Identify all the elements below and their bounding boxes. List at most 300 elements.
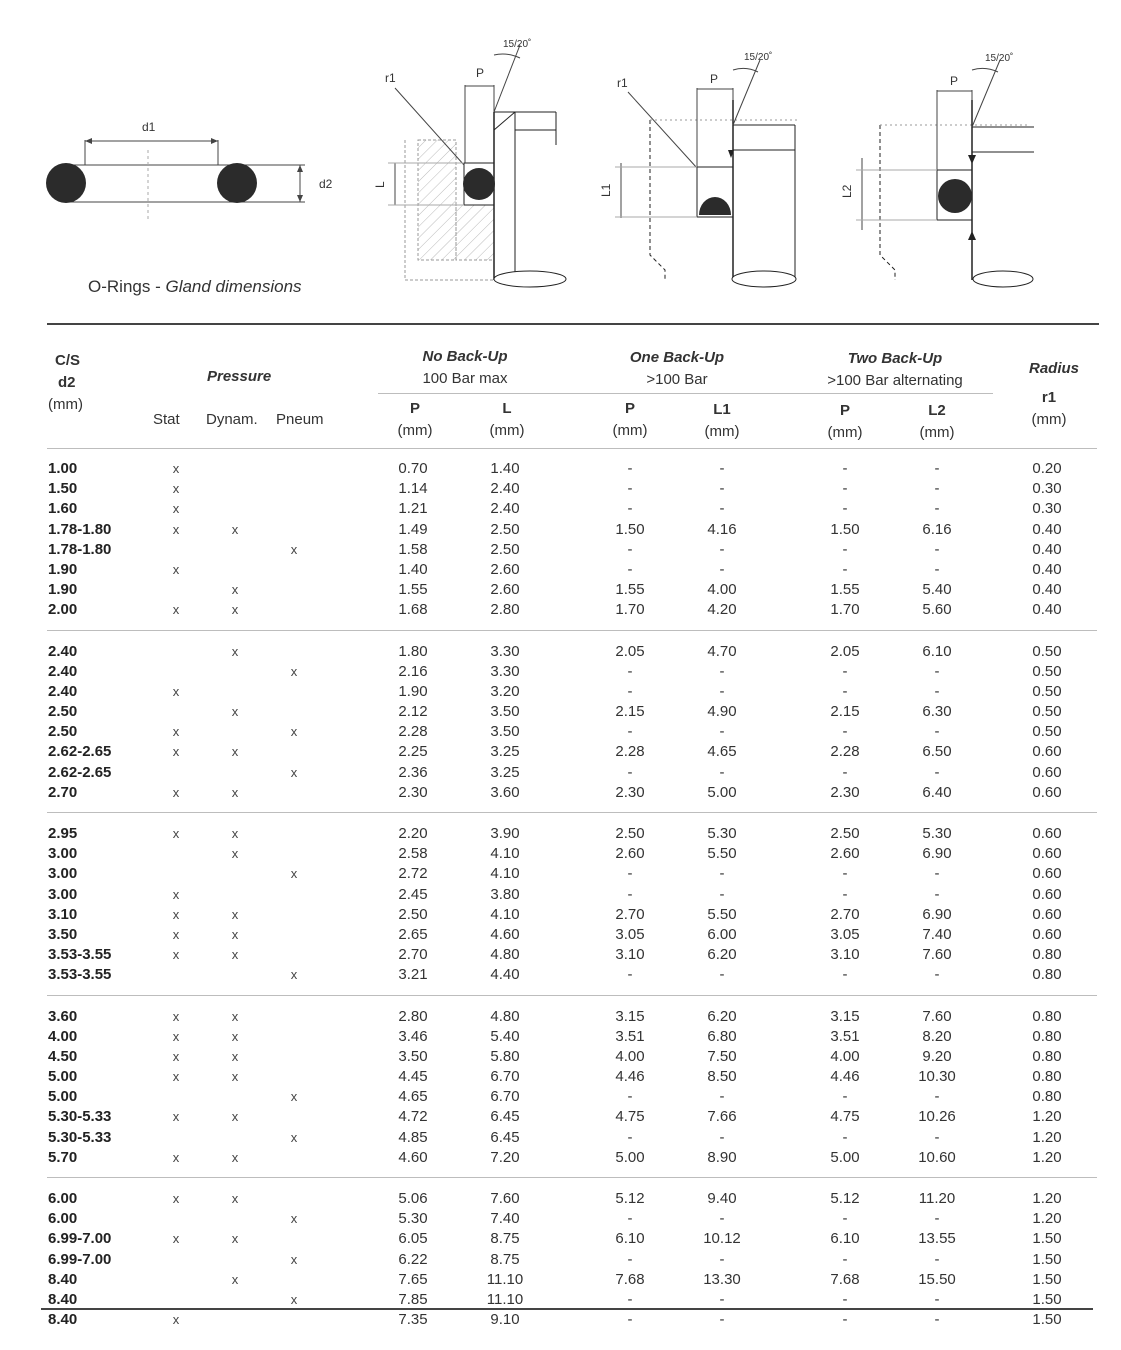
header-pneum: Pneum [276,411,324,428]
cell-l0: 3.90 [490,825,520,842]
cell-pneum: x [290,1129,298,1145]
cell-r1: 0.60 [1032,783,1062,801]
cell-pneum: x [290,1251,298,1267]
header-bottom-rule [47,448,1097,449]
cell-stat: x [172,1191,180,1206]
cell-l0: 3.50 [490,703,520,721]
cell-cs: 3.00 [48,845,78,863]
cell-p0: 2.50 [398,905,428,923]
cell-cs: 8.40 [48,1311,78,1329]
gland-two-backup-figure [840,52,1034,287]
cell-l0: 4.80 [490,946,520,964]
header-l2-unit: (mm) [919,424,955,441]
cell-l2: 8.20 [922,1027,952,1045]
cell-l0: 5.80 [490,1047,520,1065]
cell-p0: 4.72 [398,1108,428,1126]
cell-l2: 13.55 [918,1230,956,1248]
cell-cs: 3.00 [48,885,78,903]
cell-l1: 10.12 [703,1230,741,1248]
cell-p2: 1.55 [830,581,860,599]
header-radius: Radius [1028,360,1079,377]
cell-l2: - [934,1088,940,1106]
table-top-rule [47,323,1099,325]
cell-l2: 5.60 [922,601,952,619]
cell-cs: 2.40 [48,662,78,680]
cell-p0: 7.85 [398,1290,428,1308]
cell-l0: 3.25 [490,763,520,781]
cell-dynam: x [231,947,239,963]
table-row [0,499,1121,519]
cell-l2: - [934,885,940,903]
cell-l0: 11.10 [486,1270,524,1288]
cell-p2: - [842,966,848,984]
table-row [0,722,1121,742]
cell-p1: - [627,460,633,477]
cell-p1: 1.70 [615,601,645,619]
cell-r1: 0.80 [1032,1088,1062,1106]
cell-l0: 2.80 [490,601,520,619]
cell-l1: 5.50 [707,905,737,923]
cell-dynam: x [231,643,239,659]
cell-p0: 2.70 [398,946,428,964]
cell-r1: 0.80 [1032,1027,1062,1045]
cell-p1: 5.12 [615,1190,645,1207]
table-row [0,905,1121,925]
cell-r1: 0.30 [1032,480,1062,498]
cell-l1: 4.70 [707,642,737,660]
cell-stat: x [172,1069,180,1085]
cell-p1: - [627,1210,633,1228]
o-ring-right-section [217,163,257,203]
table-row [0,540,1121,560]
cell-l0: 2.40 [490,480,520,498]
cell-cs: 6.00 [48,1190,78,1207]
cell-r1: 0.60 [1032,865,1062,883]
cell-l1: - [719,1311,725,1329]
cell-p1: 5.00 [615,1148,645,1166]
cell-p2: - [842,763,848,781]
cell-stat: x [172,744,180,760]
cell-p2: - [842,662,848,680]
cell-p1: 3.10 [615,946,645,964]
cell-l1: 5.30 [707,825,737,842]
cell-dynam: x [231,1231,239,1247]
cell-cs: 8.40 [48,1290,78,1308]
cell-l2: - [934,540,940,558]
cell-l1: - [719,723,725,741]
header-no-backup-sub: 100 Bar max [422,370,508,387]
cell-l0: 7.60 [490,1190,520,1207]
cell-cs: 5.30-5.33 [48,1128,112,1146]
header-l1-unit: (mm) [704,423,740,440]
label-p-2: P [710,72,719,86]
cell-r1: 0.50 [1032,703,1062,721]
table-row [0,925,1121,945]
cell-l2: - [934,1128,940,1146]
cell-dynam: x [231,784,239,800]
cell-p1: 2.05 [615,642,645,660]
cell-p2: 4.75 [830,1108,860,1126]
table-row [0,1209,1121,1229]
cell-l1: 6.20 [707,1007,737,1025]
cell-cs: 2.50 [48,703,78,721]
cell-l0: 11.10 [486,1290,524,1308]
cell-p1: 3.05 [615,925,645,943]
cell-p0: 4.65 [398,1088,428,1106]
cell-cs: 6.99-7.00 [48,1250,112,1268]
cell-p0: 2.20 [398,825,428,842]
cell-r1: 1.20 [1032,1128,1062,1146]
cell-p0: 2.28 [398,723,428,741]
table-row [0,1270,1121,1290]
cell-p0: 2.65 [398,925,428,943]
cell-stat: x [172,826,180,841]
cell-cs: 3.00 [48,865,78,883]
cell-r1: 0.20 [1032,460,1062,477]
cell-p2: - [842,1210,848,1228]
cell-stat: x [172,561,180,577]
cell-p0: 4.85 [398,1128,428,1146]
table-row [0,1128,1121,1148]
cell-l0: 6.70 [490,1088,520,1106]
cell-cs: 1.60 [48,500,78,518]
cell-dynam: x [231,582,239,598]
cell-r1: 0.60 [1032,905,1062,923]
caption-title: O-Rings - [88,277,161,296]
cell-stat: x [172,906,180,922]
cell-p1: 4.46 [615,1068,645,1086]
cell-l0: 2.60 [490,560,520,578]
header-stat: Stat [153,411,180,428]
cell-l1: - [719,682,725,700]
cell-stat: x [172,1028,180,1044]
cell-l2: - [934,460,940,477]
cell-p0: 5.06 [398,1190,428,1207]
cell-pneum: x [290,967,298,983]
cell-cs: 3.53-3.55 [48,966,112,984]
cell-cs: 6.99-7.00 [48,1230,112,1248]
cell-stat: x [172,1149,180,1165]
cell-r1: 0.50 [1032,682,1062,700]
cell-pneum: x [290,541,298,557]
cell-p1: - [627,1128,633,1146]
o-ring-left-section [46,163,86,203]
table-row [0,1087,1121,1107]
cell-p2: 4.00 [830,1047,860,1065]
cell-p1: 3.51 [615,1027,645,1045]
cell-l2: - [934,1210,940,1228]
table-row [0,682,1121,702]
cell-l1: - [719,966,725,984]
cell-l2: 7.60 [922,1007,952,1025]
cell-l2: 6.10 [922,642,952,660]
cell-p1: 1.50 [615,520,645,538]
cell-stat: x [172,724,180,740]
header-no-backup: No Back-Up [422,348,508,365]
cell-l2: 10.26 [918,1108,956,1126]
cell-l2: 5.40 [922,581,952,599]
cell-l0: 4.40 [490,966,520,984]
cell-cs: 2.00 [48,601,78,619]
cell-cs: 2.62-2.65 [48,743,112,761]
cell-dynam: x [231,826,239,841]
cell-l1: 4.16 [707,520,737,538]
cell-p1: - [627,1250,633,1268]
cell-p2: - [842,1250,848,1268]
cell-p0: 2.25 [398,743,428,761]
cell-l1: 7.66 [707,1108,737,1126]
cell-p2: - [842,560,848,578]
cell-p2: - [842,1088,848,1106]
header-dynam: Dynam. [206,411,258,428]
row-group [0,1007,1121,1169]
table-row [0,763,1121,783]
cell-p0: 2.45 [398,885,428,903]
cell-l2: - [934,723,940,741]
cell-p1: - [627,662,633,680]
cell-p1: - [627,723,633,741]
cell-pneum: x [290,1211,298,1227]
cell-r1: 1.50 [1032,1230,1062,1248]
cell-l1: - [719,763,725,781]
header-p2-unit: (mm) [827,424,863,441]
cell-stat: x [172,1008,180,1024]
cell-l2: 6.40 [922,783,952,801]
table-row [0,580,1121,600]
cell-stat: x [172,461,180,476]
cell-l0: 4.80 [490,1007,520,1025]
cell-l1: - [719,460,725,477]
cell-p0: 1.14 [398,480,428,498]
table-row [0,844,1121,864]
cell-l1: 6.20 [707,946,737,964]
table-row [0,520,1121,540]
cell-r1: 0.60 [1032,885,1062,903]
cell-l1: 8.90 [707,1148,737,1166]
group-divider [47,812,1097,813]
cell-p1: 4.00 [615,1047,645,1065]
cell-stat: x [172,947,180,963]
cell-stat: x [172,1109,180,1125]
cell-l1: 4.90 [707,703,737,721]
cell-p2: 2.50 [830,825,860,842]
cell-cs: 1.90 [48,560,78,578]
cell-p2: 2.15 [830,703,860,721]
table-row [0,642,1121,662]
cell-stat: x [172,1231,180,1247]
cell-p0: 1.49 [398,520,428,538]
cell-r1: 0.50 [1032,662,1062,680]
cell-l2: 5.30 [922,825,952,842]
cell-l1: - [719,1088,725,1106]
cell-p0: 4.60 [398,1148,428,1166]
cell-r1: 1.50 [1032,1311,1062,1329]
cell-p0: 1.80 [398,642,428,660]
cell-l0: 1.40 [490,460,520,477]
cell-r1: 1.50 [1032,1270,1062,1288]
cell-l0: 8.75 [490,1230,520,1248]
cell-l2: - [934,480,940,498]
cell-r1: 0.40 [1032,581,1062,599]
table-row [0,459,1121,479]
cell-p2: 3.51 [830,1027,860,1045]
cell-stat: x [172,784,180,800]
table-row [0,1047,1121,1067]
label-l1: L1 [599,183,613,197]
cell-l0: 7.40 [490,1210,520,1228]
table-row [0,1027,1121,1047]
cell-l2: 11.20 [918,1190,956,1207]
table-row [0,945,1121,965]
cell-l0: 6.45 [490,1108,520,1126]
cell-r1: 1.20 [1032,1148,1062,1166]
group-divider [47,1177,1097,1178]
cell-pneum: x [290,1291,298,1307]
table-row [0,702,1121,722]
header-two-backup-sub: >100 Bar alternating [827,372,963,389]
cell-r1: 0.40 [1032,601,1062,619]
cell-dynam: x [231,1191,239,1206]
cell-l2: 7.60 [922,946,952,964]
label-d1: d1 [142,120,156,134]
cell-l0: 4.60 [490,925,520,943]
cell-dynam: x [231,744,239,760]
cell-dynam: x [231,602,239,618]
cell-p1: 3.15 [615,1007,645,1025]
cell-dynam: x [231,906,239,922]
row-group [0,824,1121,986]
cell-p2: 3.10 [830,946,860,964]
cell-r1: 0.60 [1032,743,1062,761]
cell-cs: 1.50 [48,480,78,498]
cell-l2: 6.30 [922,703,952,721]
header-pressure: Pressure [207,368,272,385]
table-row [0,560,1121,580]
cell-p0: 2.30 [398,783,428,801]
gland-no-backup-figure [373,38,566,287]
cell-dynam: x [231,926,239,942]
cell-p0: 0.70 [398,460,428,477]
cell-l0: 3.30 [490,642,520,660]
cell-l2: 7.40 [922,925,952,943]
cell-pneum: x [290,724,298,740]
cell-p1: 4.75 [615,1108,645,1126]
header-one-backup-sub: >100 Bar [646,371,708,388]
cell-r1: 0.40 [1032,520,1062,538]
cell-l0: 4.10 [490,865,520,883]
table-row [0,885,1121,905]
table-row [0,600,1121,620]
cell-l2: - [934,560,940,578]
cell-pneum: x [290,764,298,780]
cell-p2: - [842,1290,848,1308]
cell-l1: - [719,540,725,558]
cell-l2: 6.90 [922,905,952,923]
cell-dynam: x [231,1048,239,1064]
cell-l1: - [719,885,725,903]
cell-dynam: x [231,1028,239,1044]
cell-cs: 5.30-5.33 [48,1108,112,1126]
cell-r1: 0.80 [1032,946,1062,964]
gland-one-backup-figure [599,51,800,287]
cell-p0: 7.35 [398,1311,428,1329]
cell-l0: 2.40 [490,500,520,518]
label-angle-1: 15/20˚ [503,39,532,50]
cell-l2: - [934,1250,940,1268]
cell-r1: 0.80 [1032,966,1062,984]
cell-p2: - [842,540,848,558]
cell-l1: 13.30 [703,1270,741,1288]
cell-l0: 3.25 [490,743,520,761]
label-angle-2: 15/20˚ [744,52,773,63]
label-r1-2: r1 [617,76,628,90]
cell-l1: 6.80 [707,1027,737,1045]
cell-l1: - [719,560,725,578]
cell-l0: 2.50 [490,520,520,538]
cell-l2: - [934,682,940,700]
row-group [0,642,1121,804]
cell-stat: x [172,481,180,497]
cell-r1: 0.50 [1032,723,1062,741]
cell-p1: 6.10 [615,1230,645,1248]
cell-stat: x [172,1048,180,1064]
cell-p0: 2.36 [398,763,428,781]
label-angle-3: 15/20˚ [985,53,1014,64]
cell-p0: 4.45 [398,1068,428,1086]
cell-r1: 0.30 [1032,500,1062,518]
cell-r1: 0.60 [1032,925,1062,943]
cell-cs: 3.50 [48,925,78,943]
cell-p2: 6.10 [830,1230,860,1248]
cell-cs: 1.78-1.80 [48,540,112,558]
cell-l0: 4.10 [490,845,520,863]
cell-dynam: x [231,1149,239,1165]
table-row [0,824,1121,844]
cell-l0: 5.40 [490,1027,520,1045]
label-p-3: P [950,74,959,88]
cell-l1: 5.00 [707,783,737,801]
table-row [0,742,1121,762]
cell-cs: 2.70 [48,783,78,801]
cell-stat: x [172,521,180,537]
cell-cs: 2.40 [48,642,78,660]
cell-p0: 3.50 [398,1047,428,1065]
cell-r1: 0.50 [1032,642,1062,660]
cell-p0: 2.72 [398,865,428,883]
cell-cs: 2.95 [48,825,78,842]
cell-cs: 5.00 [48,1088,78,1106]
cell-r1: 0.60 [1032,763,1062,781]
cell-l1: 4.65 [707,743,737,761]
cell-l2: - [934,1311,940,1329]
cell-p1: - [627,500,633,518]
cell-l1: - [719,480,725,498]
cell-p1: 2.60 [615,845,645,863]
cell-r1: 0.40 [1032,540,1062,558]
cell-dynam: x [231,704,239,720]
header-p1: P [624,400,635,417]
table-row [0,1067,1121,1087]
cell-pneum: x [290,1089,298,1105]
cell-p0: 1.21 [398,500,428,518]
table-row [0,1250,1121,1270]
table-row [0,1148,1121,1168]
o-ring-diagrams [0,0,1121,320]
cell-cs: 8.40 [48,1270,78,1288]
cell-stat: x [172,1312,180,1328]
header-p2: P [839,402,850,419]
cell-stat: x [172,683,180,699]
